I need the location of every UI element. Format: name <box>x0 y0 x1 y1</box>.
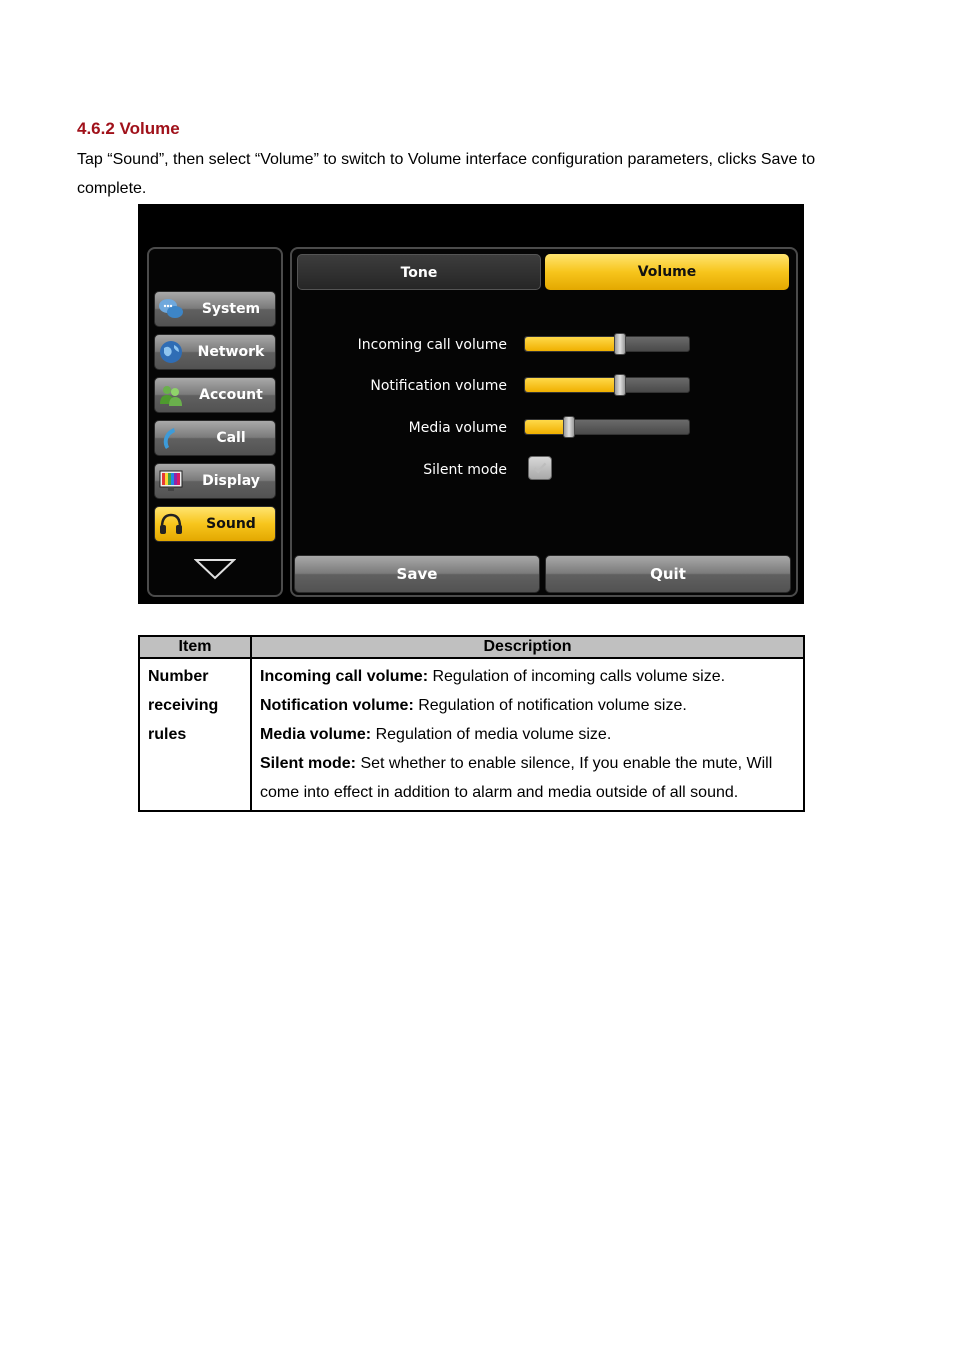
sidebar-item-label: Sound <box>206 516 256 532</box>
sidebar-item-label: System <box>201 301 261 317</box>
description-line <box>260 662 795 691</box>
headphones-icon <box>158 511 184 537</box>
sidebar-item-label: Account <box>199 387 263 403</box>
users-icon <box>158 382 184 408</box>
sidebar-item-label: Call <box>216 430 246 446</box>
column-header-description: Description <box>251 636 804 658</box>
description-term: Incoming call volume: <box>260 668 429 685</box>
chat-bubbles-icon <box>158 296 184 322</box>
description-line <box>260 720 795 749</box>
intro-paragraph: Tap “Sound”, then select “Volume” to switch to Volume interface configuration parameters, clicks Save to complete. <box>77 151 816 197</box>
description-text: Set whether to enable silence, If you enable the mute, Will come into effect in addition to alarm and media outside of all sound. <box>260 755 773 801</box>
quit-button[interactable]: Quit <box>545 555 791 593</box>
sidebar-item-sound[interactable] <box>154 506 276 542</box>
description-text: Regulation of notification volume size. <box>413 697 687 714</box>
device-screenshot <box>138 204 804 604</box>
sidebar-item-call[interactable] <box>154 420 276 456</box>
sidebar-item-account[interactable] <box>154 377 276 413</box>
description-term: Notification volume: <box>260 697 414 714</box>
silent-mode-label: Silent mode <box>423 462 507 478</box>
volume-panel <box>290 247 798 597</box>
sidebar-item-display[interactable] <box>154 463 276 499</box>
notification-volume-slider[interactable] <box>524 377 690 393</box>
settings-sidebar <box>147 247 283 597</box>
globe-icon <box>158 339 184 365</box>
phone-handset-icon <box>158 425 184 451</box>
slider-thumb[interactable] <box>614 374 626 396</box>
description-line <box>260 749 795 807</box>
sidebar-item-label: Display <box>202 473 260 489</box>
column-header-item: Item <box>139 636 251 658</box>
sidebar-item-network[interactable] <box>154 334 276 370</box>
description-text: Regulation of incoming calls volume size. <box>428 668 726 685</box>
notification-volume-label: Notification volume <box>370 378 507 394</box>
description-cell <box>251 658 804 811</box>
description-table <box>138 635 805 812</box>
table-row <box>139 658 804 811</box>
tab-volume[interactable]: Volume <box>545 254 789 290</box>
silent-mode-checkbox[interactable] <box>528 456 552 480</box>
scroll-down-arrow-icon[interactable] <box>194 557 236 581</box>
sidebar-item-system[interactable] <box>154 291 276 327</box>
media-volume-label: Media volume <box>408 420 507 436</box>
media-volume-slider[interactable] <box>524 419 690 435</box>
sidebar-item-label: Network <box>197 344 265 360</box>
description-text: Regulation of media volume size. <box>371 726 612 743</box>
slider-thumb[interactable] <box>614 333 626 355</box>
description-term: Silent mode: <box>260 755 357 772</box>
incoming-call-volume-label: Incoming call volume <box>357 337 507 353</box>
section-heading: 4.6.2 Volume <box>77 119 180 138</box>
tab-tone[interactable]: Tone <box>297 254 541 290</box>
checkmark-icon <box>529 457 551 479</box>
slider-thumb[interactable] <box>563 416 575 438</box>
description-line <box>260 691 795 720</box>
incoming-call-volume-slider[interactable] <box>524 336 690 352</box>
item-cell: Number receiving rules <box>139 658 251 811</box>
description-term: Media volume: <box>260 726 372 743</box>
monitor-icon <box>158 468 184 494</box>
save-button[interactable]: Save <box>294 555 540 593</box>
